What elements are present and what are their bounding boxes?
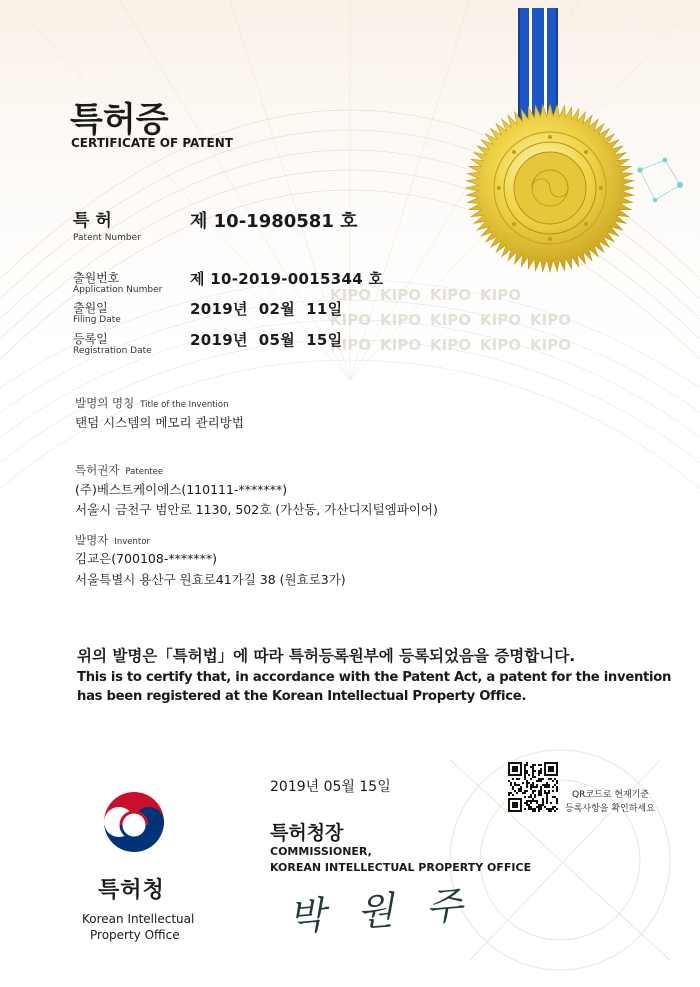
office-name-kr: 특허청: [98, 878, 165, 903]
filing-date-label-en: Filing Date: [73, 315, 121, 325]
patentee-label-kr: 특허권자: [75, 463, 120, 477]
certification-statement-en-1: This is to certify that, in accordance with the Patent Act, a patent for the invention: [77, 670, 672, 685]
svg-text:KIPO: KIPO: [480, 336, 521, 354]
svg-text:KIPO: KIPO: [380, 336, 421, 354]
svg-text:KIPO: KIPO: [380, 286, 421, 304]
registration-date-label-en: Registration Date: [73, 346, 152, 356]
qr-note-line-2: 등록사항을 확인하세요: [565, 804, 655, 814]
qr-code-icon[interactable]: [508, 762, 558, 812]
patentee-label-en: Patentee: [125, 467, 164, 477]
svg-text:KIPO: KIPO: [330, 311, 371, 329]
patentee-name: (주)베스트케이에스(110111-*******): [75, 482, 288, 497]
office-name-en-1: Korean Intellectual: [82, 912, 195, 926]
application-number-label: 출원번호: [73, 271, 120, 285]
svg-text:KIPO: KIPO: [330, 336, 371, 354]
svg-text:KIPO: KIPO: [480, 286, 521, 304]
svg-text:KIPO: KIPO: [330, 286, 371, 304]
patentee-address: 서울시 금천구 범안로 1130, 502호 (가산동, 가산디지털엠파이어): [75, 502, 438, 517]
patent-number-label: 특 허: [73, 211, 112, 231]
svg-text:KIPO: KIPO: [530, 311, 571, 329]
application-number-label-en: Application Number: [73, 285, 163, 295]
signature: 박 원 주: [286, 882, 474, 940]
inventor-name: 김교은(700108-*******): [75, 551, 217, 566]
gold-seal-icon: [462, 100, 638, 276]
invention-title-label-en: Title of the Invention: [140, 400, 229, 410]
svg-text:KIPO: KIPO: [430, 336, 471, 354]
filing-date-value: 2019년 02월 11일: [190, 300, 343, 318]
commissioner-title-kr: 특허청장: [270, 822, 344, 844]
inventor-label-en: Inventor: [114, 537, 150, 547]
filing-date-label: 출원일: [73, 301, 108, 315]
registration-date-label: 등록일: [73, 332, 108, 346]
svg-text:KIPO: KIPO: [430, 286, 471, 304]
invention-title-label: [75, 395, 229, 411]
page-subtitle: CERTIFICATE OF PATENT: [71, 136, 233, 150]
qr-note-line-1: QR코드로 현재기준: [572, 790, 650, 800]
commissioner-title-en-2: KOREAN INTELLECTUAL PROPERTY OFFICE: [270, 861, 532, 874]
certification-statement-en-2: has been registered at the Korean Intellectual Property Office.: [77, 689, 527, 704]
page-title: 특허증: [70, 100, 169, 140]
invention-title-value: 탠덤 시스템의 메모리 관리방법: [75, 415, 244, 430]
inventor-label-kr: 발명자: [75, 533, 109, 547]
patentee-label: [75, 462, 163, 478]
svg-text:KIPO: KIPO: [380, 311, 421, 329]
patent-number-value: 제 10-1980581 호: [190, 211, 358, 232]
svg-text:KIPO: KIPO: [430, 311, 471, 329]
issue-date: 2019년 05월 15일: [270, 779, 391, 795]
inventor-label: [75, 532, 150, 548]
inventor-address: 서울특별시 용산구 원효로41가길 38 (원효로3가): [75, 572, 346, 587]
invention-title-label-kr: 발명의 명칭: [75, 396, 135, 410]
svg-text:KIPO: KIPO: [480, 311, 521, 329]
patent-number-label-en: Patent Number: [73, 233, 141, 243]
office-name-en-2: Property Office: [90, 928, 180, 942]
registration-date-value: 2019년 05월 15일: [190, 331, 343, 349]
certification-statement-kr: 위의 발명은「특허법」에 따라 특허등록원부에 등록되었음을 증명합니다.: [77, 647, 576, 665]
application-number-value: 제 10-2019-0015344 호: [190, 270, 384, 288]
commissioner-title-en-1: COMMISSIONER,: [270, 845, 372, 858]
kipo-logo-icon: [98, 790, 170, 862]
svg-text:KIPO: KIPO: [530, 336, 571, 354]
